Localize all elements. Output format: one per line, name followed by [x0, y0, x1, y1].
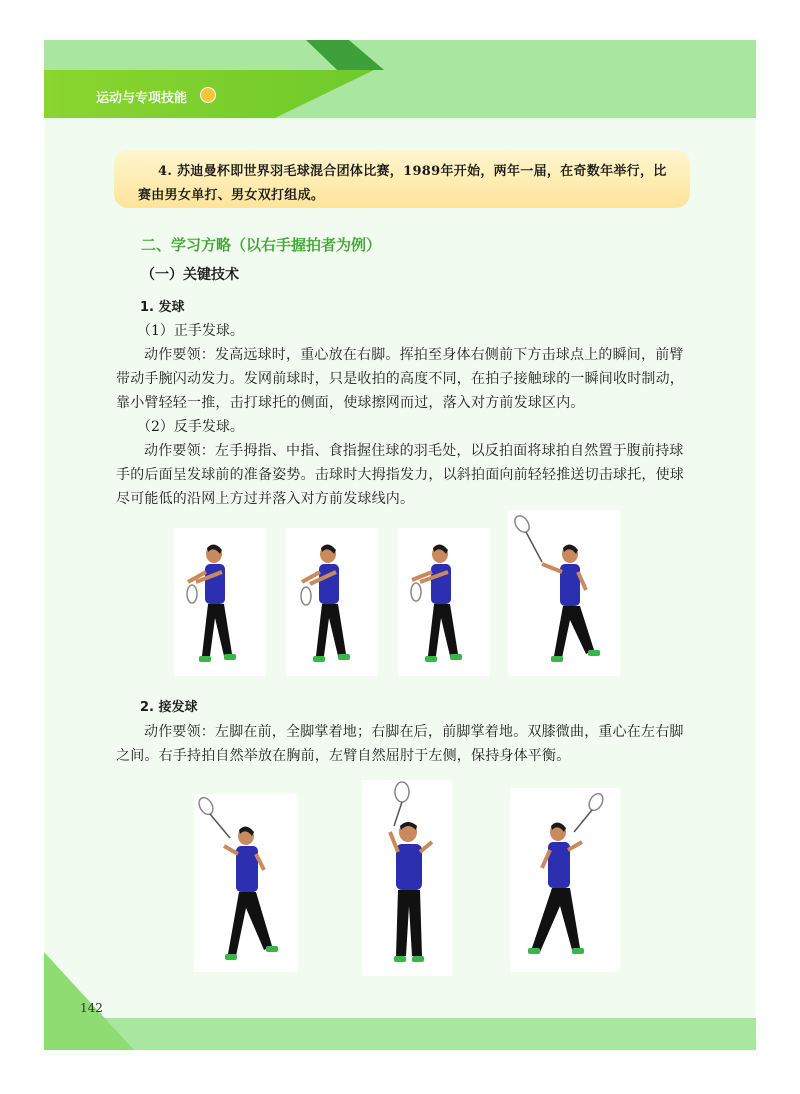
backhand-serve-title: （2）反手发球。 [137, 419, 244, 435]
backhand-serve-text: 动作要领：左手拇指、中指、食指握住球的羽毛处，以反拍面将球拍自然置于腹前持球手的后面呈发球前的准备姿势。击球时大拇指发力，以斜拍面向前轻轻推送切击球托，使球尽可能低的沿网上方过并落入对方前发球线内。 [116, 443, 684, 507]
textbook-page [44, 40, 756, 1050]
note-box [114, 150, 690, 208]
forehand-serve-title: （1）正手发球。 [137, 323, 244, 339]
receive-photo-2 [362, 780, 452, 976]
serve-photo-4 [508, 510, 620, 676]
receive-title: 2. 接发球 [140, 700, 198, 715]
section-badge-icon [200, 87, 216, 103]
serve-photo-1 [174, 528, 266, 676]
footer-band [44, 1018, 756, 1050]
receive-text: 动作要领：左脚在前，全脚掌着地；右脚在后，前脚掌着地。双膝微曲，重心在左右脚之间。右手持拍自然举放在胸前，左臂自然屈肘于左侧，保持身体平衡。 [116, 724, 684, 764]
forehand-serve-text: 动作要领：发高远球时，重心放在右脚。挥拍至身体右侧前下方击球点上的瞬间，前臂带动手腕闪动发力。发网前球时，只是收拍的高度不同，在拍子接触球的一瞬间收时制动，靠小臂轻轻一推，击打球托的侧面，使球擦网而过，落入对方前发球区内。 [116, 347, 684, 411]
note-text: 4. 苏迪曼杯即世界羽毛球混合团体比赛，1989年开始，两年一届，在奇数年举行，比赛由男女单打、男女双打组成。 [138, 164, 667, 203]
subsection-heading: （一）关键技术 [141, 267, 239, 283]
section-title: 运动与专项技能 [96, 91, 188, 106]
receive-photo-1 [194, 794, 298, 972]
serve-photo-2 [286, 528, 378, 676]
serve-title: 1. 发球 [140, 300, 185, 315]
serve-photo-3 [398, 528, 490, 676]
receive-photo-3 [510, 788, 620, 972]
section-heading: 二、学习方略（以右手握拍者为例） [141, 236, 382, 254]
page-number: 142 [80, 1001, 103, 1015]
